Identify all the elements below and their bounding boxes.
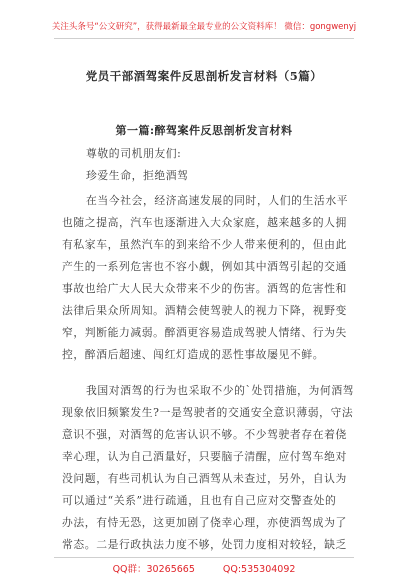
body-line: 现象依旧频繁发生?一是驾驶者的交通安全意识薄弱，守法 bbox=[62, 406, 354, 419]
body-line: 幸心理，认为自己酒量好，只要脑子清醒，应付驾车绝对 bbox=[62, 450, 347, 463]
footer-qq-group: QQ群：30265665 bbox=[112, 564, 195, 575]
footer-qq: QQ:535304092 bbox=[222, 564, 296, 575]
body-line: 我国对酒驾的行为也采取不少的`处罚措施，为何酒驾 bbox=[86, 384, 355, 397]
body-line: 常态。二是行政执法力度不够，处罚力度相对较轻，缺乏 bbox=[62, 538, 347, 551]
body-line: 可以通过“关系”进行疏通，且也有自己应对交警查处的 bbox=[62, 494, 337, 507]
body-line: 法律后果众所周知。酒精会使驾驶人的视力下降，视野变 bbox=[62, 304, 347, 317]
body-line: 控，醉酒后超速、闯红灯造成的恶性事故屡见不鲜。 bbox=[62, 348, 325, 361]
body-line: 窄，判断能力减弱。醉酒更容易造成驾驶人情绪、行为失 bbox=[62, 326, 347, 339]
document-title: 党员干部酒驾案件反思剖析发言材料（5篇） bbox=[85, 69, 323, 83]
body-line: 珍爱生命，拒绝酒驾 bbox=[86, 169, 189, 182]
footer-contacts bbox=[0, 561, 408, 575]
body-line: 没问题，有些司机认为自己酒驾从未查过，另外，自认为 bbox=[62, 472, 347, 485]
body-line: 尊敬的司机朋友们: bbox=[86, 147, 182, 160]
body-line: 产生的一系列危害也不容小觑，例如其中酒驾引起的交通 bbox=[62, 260, 347, 273]
body-line: 事故也给广大人民大众带来不少的伤害。酒驾的危害性和 bbox=[62, 282, 347, 295]
body-line: 也随之提高，汽车也逐渐进入大众家庭，越来越多的人拥 bbox=[62, 216, 347, 229]
body-line: 在当今社会，经济高速发展的同时，人们的生活水平 bbox=[86, 194, 349, 207]
body-line: 意识不强，对酒驾的危害认识不够。不少驾驶者存在着侥 bbox=[62, 428, 347, 441]
footer-divider bbox=[54, 557, 354, 558]
body-line: 有私家车，虽然汽车的到来给不少人带来便利的，但由此 bbox=[62, 238, 347, 251]
body-line: 办法，有恃无恐，这更加剧了侥幸心理，亦使酒驾成为了 bbox=[62, 516, 347, 529]
section-title: 第一篇:醉驾案件反思剖析发言材料 bbox=[115, 124, 293, 137]
header-banner: 关注头条号“公文研究”，获得最新最全最专业的公文资料库！ 微信：gongwenyj bbox=[51, 22, 357, 32]
header-divider bbox=[54, 38, 354, 39]
